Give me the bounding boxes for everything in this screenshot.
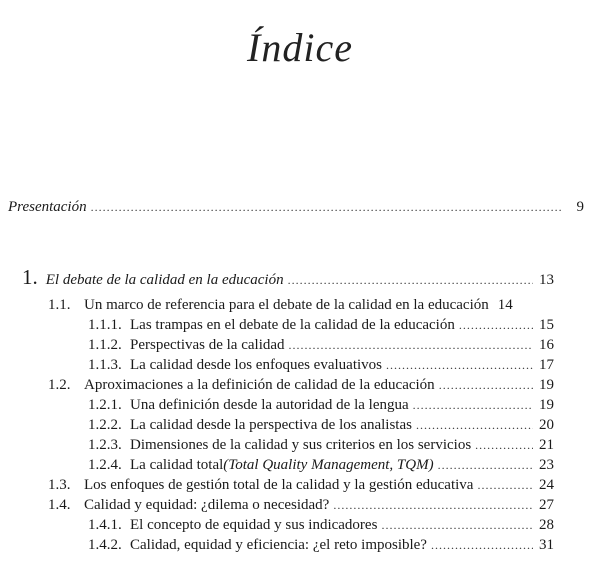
toc-entry[interactable] bbox=[88, 536, 554, 555]
toc-number: 1.4. bbox=[48, 497, 71, 513]
toc-label: Calidad y equidad: ¿dilema o necesidad? bbox=[84, 497, 330, 513]
toc-label: La calidad desde la perspectiva de los analistas bbox=[130, 417, 412, 433]
toc-label: La calidad desde los enfoques evaluativos bbox=[130, 357, 382, 373]
dot-leader bbox=[413, 396, 533, 415]
dot-leader bbox=[459, 316, 533, 335]
toc-page-number: 14 bbox=[497, 297, 513, 313]
toc-number: 1.2.1. bbox=[88, 397, 122, 413]
toc-page-number: 13 bbox=[539, 272, 554, 288]
toc-entry[interactable] bbox=[88, 396, 554, 415]
toc-entry[interactable] bbox=[88, 436, 554, 455]
dot-leader bbox=[439, 376, 533, 395]
toc-number: 1.1.3. bbox=[88, 357, 122, 373]
toc-label: La calidad total bbox=[130, 457, 224, 473]
toc-entry[interactable] bbox=[88, 456, 554, 475]
toc-label: Las trampas en el debate de la calidad de la educación bbox=[130, 317, 455, 333]
toc-page-number: 28 bbox=[539, 517, 554, 533]
toc-entry[interactable] bbox=[88, 336, 554, 355]
toc-label: Los enfoques de gestión total de la calidad y la gestión educativa bbox=[84, 477, 474, 493]
page-title: Índice bbox=[247, 25, 353, 70]
toc-page-number: 9 bbox=[576, 199, 584, 215]
toc-entry[interactable] bbox=[88, 516, 554, 535]
toc-page-number: 20 bbox=[539, 417, 554, 433]
toc-number: 1.2.4. bbox=[88, 457, 122, 473]
toc-entry[interactable] bbox=[88, 316, 554, 335]
toc-entry-chapter-1[interactable] bbox=[22, 265, 554, 290]
toc-entry[interactable] bbox=[48, 476, 554, 495]
toc-page-number: 31 bbox=[539, 537, 554, 553]
toc-number: 1.2. bbox=[48, 377, 71, 393]
toc-number: 1.4.1. bbox=[88, 517, 122, 533]
dot-leader bbox=[381, 516, 533, 535]
toc-label: Dimensiones de la calidad y sus criterios en los servicios bbox=[130, 437, 472, 453]
toc-entry[interactable] bbox=[48, 496, 554, 515]
toc-number: 1.1.2. bbox=[88, 337, 122, 353]
toc-number: 1.3. bbox=[48, 477, 71, 493]
dot-leader bbox=[288, 271, 533, 290]
toc-label: Aproximaciones a la definición de calidad de la educación bbox=[84, 377, 435, 393]
toc-label: Una definición desde la autoridad de la lengua bbox=[130, 397, 409, 413]
toc-label: Un marco de referencia para el debate de la calidad en la educación bbox=[84, 297, 489, 313]
toc-number: 1.2.3. bbox=[88, 437, 122, 453]
dot-leader bbox=[91, 198, 563, 217]
toc-page-number: 17 bbox=[539, 357, 554, 373]
toc-page-number: 16 bbox=[539, 337, 554, 353]
dot-leader bbox=[289, 336, 533, 355]
toc-number: 1.1. bbox=[48, 297, 71, 313]
dot-leader bbox=[475, 436, 533, 455]
toc-number: 1.2.2. bbox=[88, 417, 122, 433]
toc-page-number: 23 bbox=[539, 457, 554, 473]
toc-label: Calidad, equidad y eficiencia: ¿el reto imposible? bbox=[130, 537, 427, 553]
toc-label: Perspectivas de la calidad bbox=[130, 337, 285, 353]
toc-page-number: 19 bbox=[539, 397, 554, 413]
toc-entry[interactable] bbox=[88, 356, 554, 375]
chapter-title: El debate de la calidad en la educación bbox=[45, 272, 284, 288]
toc-page-number: 24 bbox=[539, 477, 554, 493]
toc-entry[interactable] bbox=[48, 376, 554, 395]
toc-entry-presentation[interactable] bbox=[8, 198, 584, 217]
toc-label: Presentación bbox=[8, 199, 87, 215]
dot-leader bbox=[333, 496, 533, 515]
toc-number: 1.1.1. bbox=[88, 317, 122, 333]
dot-leader bbox=[438, 456, 533, 475]
toc-page-number: 19 bbox=[539, 377, 554, 393]
toc-entry[interactable] bbox=[88, 416, 554, 435]
dot-leader bbox=[431, 536, 533, 555]
toc-page-number: 21 bbox=[539, 437, 554, 453]
dot-leader bbox=[386, 356, 533, 375]
chapter-number: 1. bbox=[22, 265, 38, 289]
toc-label: El concepto de equidad y sus indicadores bbox=[130, 517, 378, 533]
toc-number: 1.4.2. bbox=[88, 537, 122, 553]
dot-leader bbox=[477, 476, 533, 495]
toc-entry[interactable] bbox=[48, 296, 554, 315]
dot-leader bbox=[416, 416, 533, 435]
toc-page-number: 15 bbox=[539, 317, 554, 333]
toc-label-italic: (Total Quality Management, TQM) bbox=[223, 457, 434, 473]
toc-page-number: 27 bbox=[539, 497, 554, 513]
